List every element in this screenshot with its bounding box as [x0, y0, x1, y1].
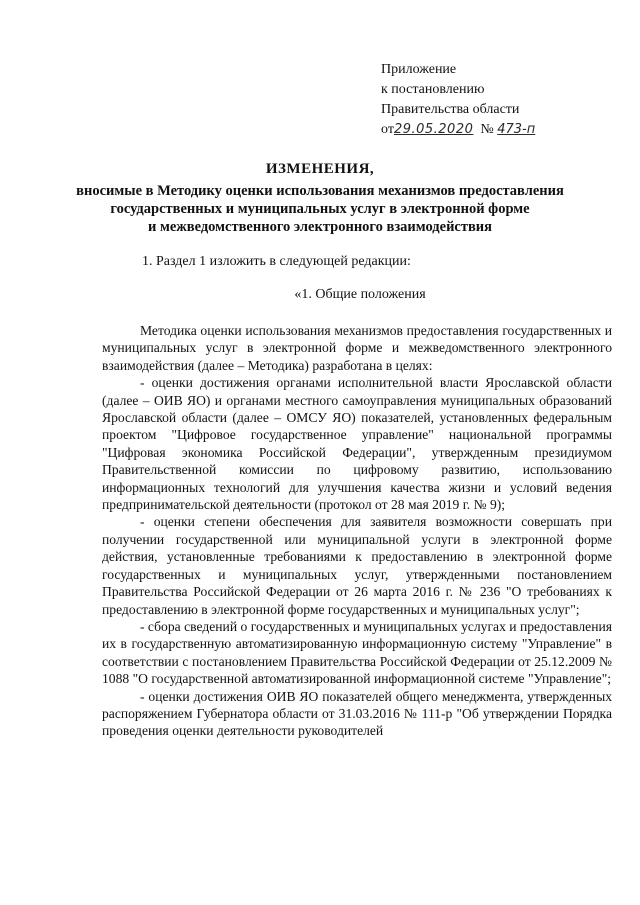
title-sub-3: и межведомственного электронного взаимодействия [147, 219, 493, 235]
paragraph: - оценки степени обеспечения для заявителя возможности совершать при получении государственной или муниципальной услуги в электронной форме действия, установленные требованиями к предоставлению в электронной форме государственных и муниципальных услуг, утвержденными постановлением Правительства Российской Федерации от 26 марта 2016 г. № 236 "О требованиях к предоставлению в электронной форме государственных и муниципальных услуг"; [102, 514, 612, 617]
title-sub-1: вносимые в Методику оценки использования механизмов предоставления [76, 183, 564, 199]
body-text [102, 322, 612, 740]
title-main: ИЗМЕНЕНИЯ, [265, 161, 375, 177]
paragraph: - оценки достижения органами исполнительной власти Ярославской области (далее – ОИВ ЯО) и органами местного самоуправления муниципальных образований Ярославской области (далее – ОМСУ ЯО) показателей, установленных федеральным проектом "Цифровое государственное управление" национальной программы "Цифровая экономика Российской Федерации", утвержденным президиумом Правительственной комиссии по цифровому развитию, использованию информационных технологий для улучшения качества жизни и условий ведения предпринимательской деятельности (протокол от 28 мая 2019 г. № 9); [102, 375, 612, 513]
paragraph: Методика оценки использования механизмов предоставления государственных и муниципальных услуг в электронной форме и межведомственного электронного взаимодействия (далее – Методика) разработана в целях: [102, 323, 612, 373]
handwritten-date: 29.05.2020 [393, 122, 474, 137]
section-heading: «1. Общие положения [294, 287, 426, 302]
appendix-block [381, 60, 611, 140]
paragraph: - сбора сведений о государственных и муниципальных услугах и предоставления их в государственную автоматизированную информационную систему "Управление" в соответствии с постановлением Правительства Российской Федерации от 25.12.2009 № 1088 "О государственной автоматизированной информационной системе "Управление"; [102, 618, 612, 687]
appendix-date-line [381, 120, 611, 140]
date-prefix: от [381, 122, 394, 137]
appendix-line-1: Приложение [381, 62, 457, 77]
handwritten-number: 473-п [497, 122, 536, 137]
title-sub-2: государственных и муниципальных услуг в электронной форме [110, 201, 530, 217]
document-title [0, 160, 640, 236]
appendix-line-3: Правительства области [381, 102, 520, 117]
intro-line: 1. Раздел 1 изложить в следующей редакции: [142, 254, 411, 269]
number-prefix: № [480, 122, 494, 137]
paragraph: - оценки достижения ОИВ ЯО показателей общего менеджмента, утвержденных распоряжением Губернатора области от 31.03.2016 № 111-р "Об утверждении Порядка проведения оценки деятельности руководителей [102, 688, 612, 739]
appendix-line-2: к постановлению [381, 82, 485, 97]
